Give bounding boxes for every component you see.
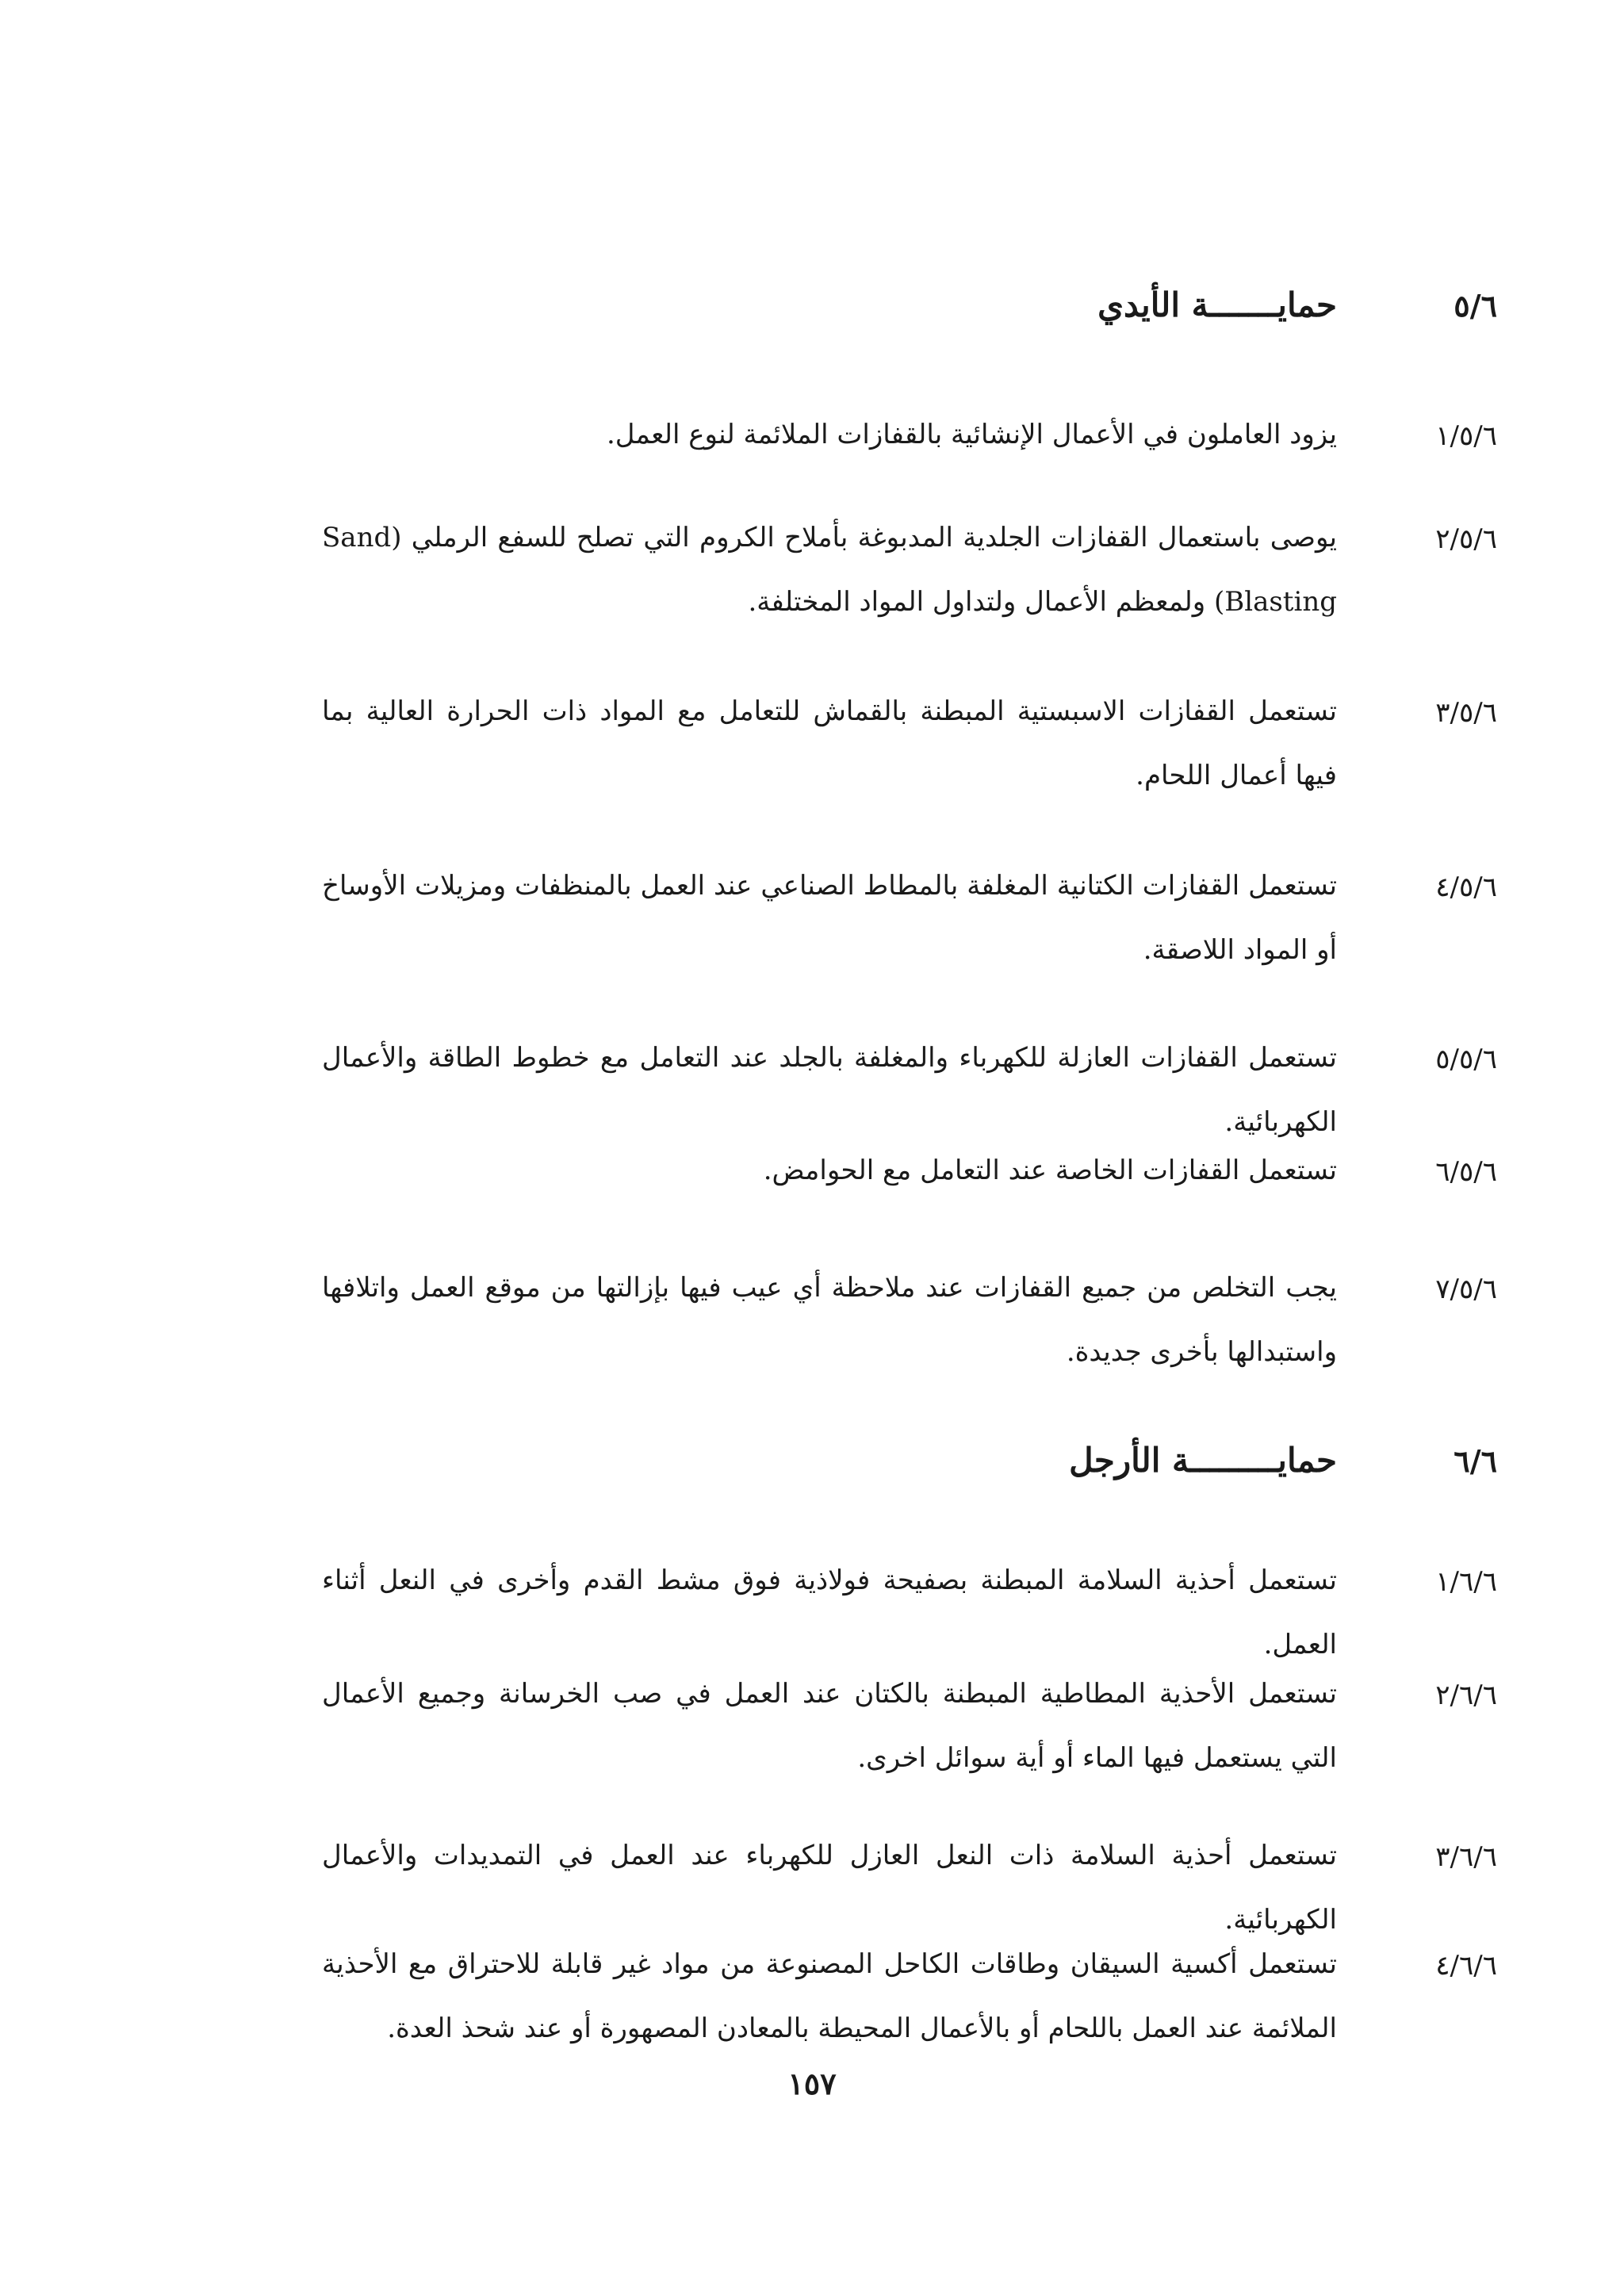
section-title: حمايـــــــة الأيدي: [1097, 285, 1337, 324]
clause-number: ٧/٥/٦: [1435, 1273, 1497, 1305]
clause-text: تستعمل القفازات الكتانية المغلفة بالمطاط الصناعي عند العمل بالمنظفات ومزيلات الأوساخ أو المواد اللاصقة.: [322, 870, 1337, 966]
clause-number: ٥/٥/٦: [1435, 1044, 1497, 1075]
clause-text: تستعمل أحذية السلامة ذات النعل العازل للكهرباء عند العمل في التمديدات والأعمال الكهربائية.: [322, 1840, 1337, 1936]
section-title: حمايـــــــــة الأرجل: [1069, 1441, 1337, 1480]
clause-number: ٢/٦/٦: [1435, 1679, 1497, 1711]
clause-text: يوصى باستعمال القفازات الجلدية المدبوغة بأملاح الكروم التي تصلح للسفع الرملي (Sand Blasting) ولمعظم الأعمال ولتداول المواد المختلفة.: [322, 522, 1337, 618]
clause-number: ٤/٦/٦: [1435, 1950, 1497, 1982]
clause-text: تستعمل القفازات الاسبستية المبطنة بالقماش للتعامل مع المواد ذات الحرارة العالية بما فيها أعمال اللحام.: [322, 695, 1337, 791]
page-number: ١٥٧: [787, 2066, 837, 2101]
clause-number: ٣/٦/٦: [1435, 1841, 1497, 1873]
clause-text: تستعمل أحذية السلامة المبطنة بصفيحة فولاذية فوق مشط القدم وأخرى في النعل أثناء العمل.: [322, 1564, 1337, 1660]
clause-number: ١/٦/٦: [1435, 1566, 1497, 1598]
clause-number: ٦/٥/٦: [1435, 1156, 1497, 1188]
clause-number: ٤/٥/٦: [1435, 871, 1497, 903]
clause-text: تستعمل القفازات العازلة للكهرباء والمغلفة بالجلد عند التعامل مع خطوط الطاقة والأعمال الكهربائية.: [322, 1042, 1337, 1138]
section-number: ٥/٦: [1454, 288, 1497, 324]
clause-text: يزود العاملون في الأعمال الإنشائية بالقفازات الملائمة لنوع العمل.: [607, 419, 1337, 450]
clause-text: تستعمل الأحذية المطاطية المبطنة بالكتان عند العمل في صب الخرسانة وجميع الأعمال التي يستعمل فيها الماء أو أية سوائل اخرى.: [322, 1678, 1337, 1774]
clause-number: ٢/٥/٦: [1435, 523, 1497, 555]
clause-text: يجب التخلص من جميع القفازات عند ملاحظة أي عيب فيها بإزالتها من موقع العمل واتلافها واستبدالها بأخرى جديدة.: [322, 1272, 1337, 1368]
clause-number: ٣/٥/٦: [1435, 697, 1497, 729]
section-number: ٦/٦: [1454, 1443, 1497, 1479]
clause-text: تستعمل أكسية السيقان وطاقات الكاحل المصنوعة من مواد غير قابلة للاحتراق مع الأحذية الملائمة عند العمل باللحام أو بالأعمال المحيطة بالمعادن المصهورة أو عند شحذ العدة.: [322, 1948, 1337, 2044]
clause-text: تستعمل القفازات الخاصة عند التعامل مع الحوامض.: [763, 1155, 1337, 1186]
clause-number: ١/٥/٦: [1435, 420, 1497, 452]
